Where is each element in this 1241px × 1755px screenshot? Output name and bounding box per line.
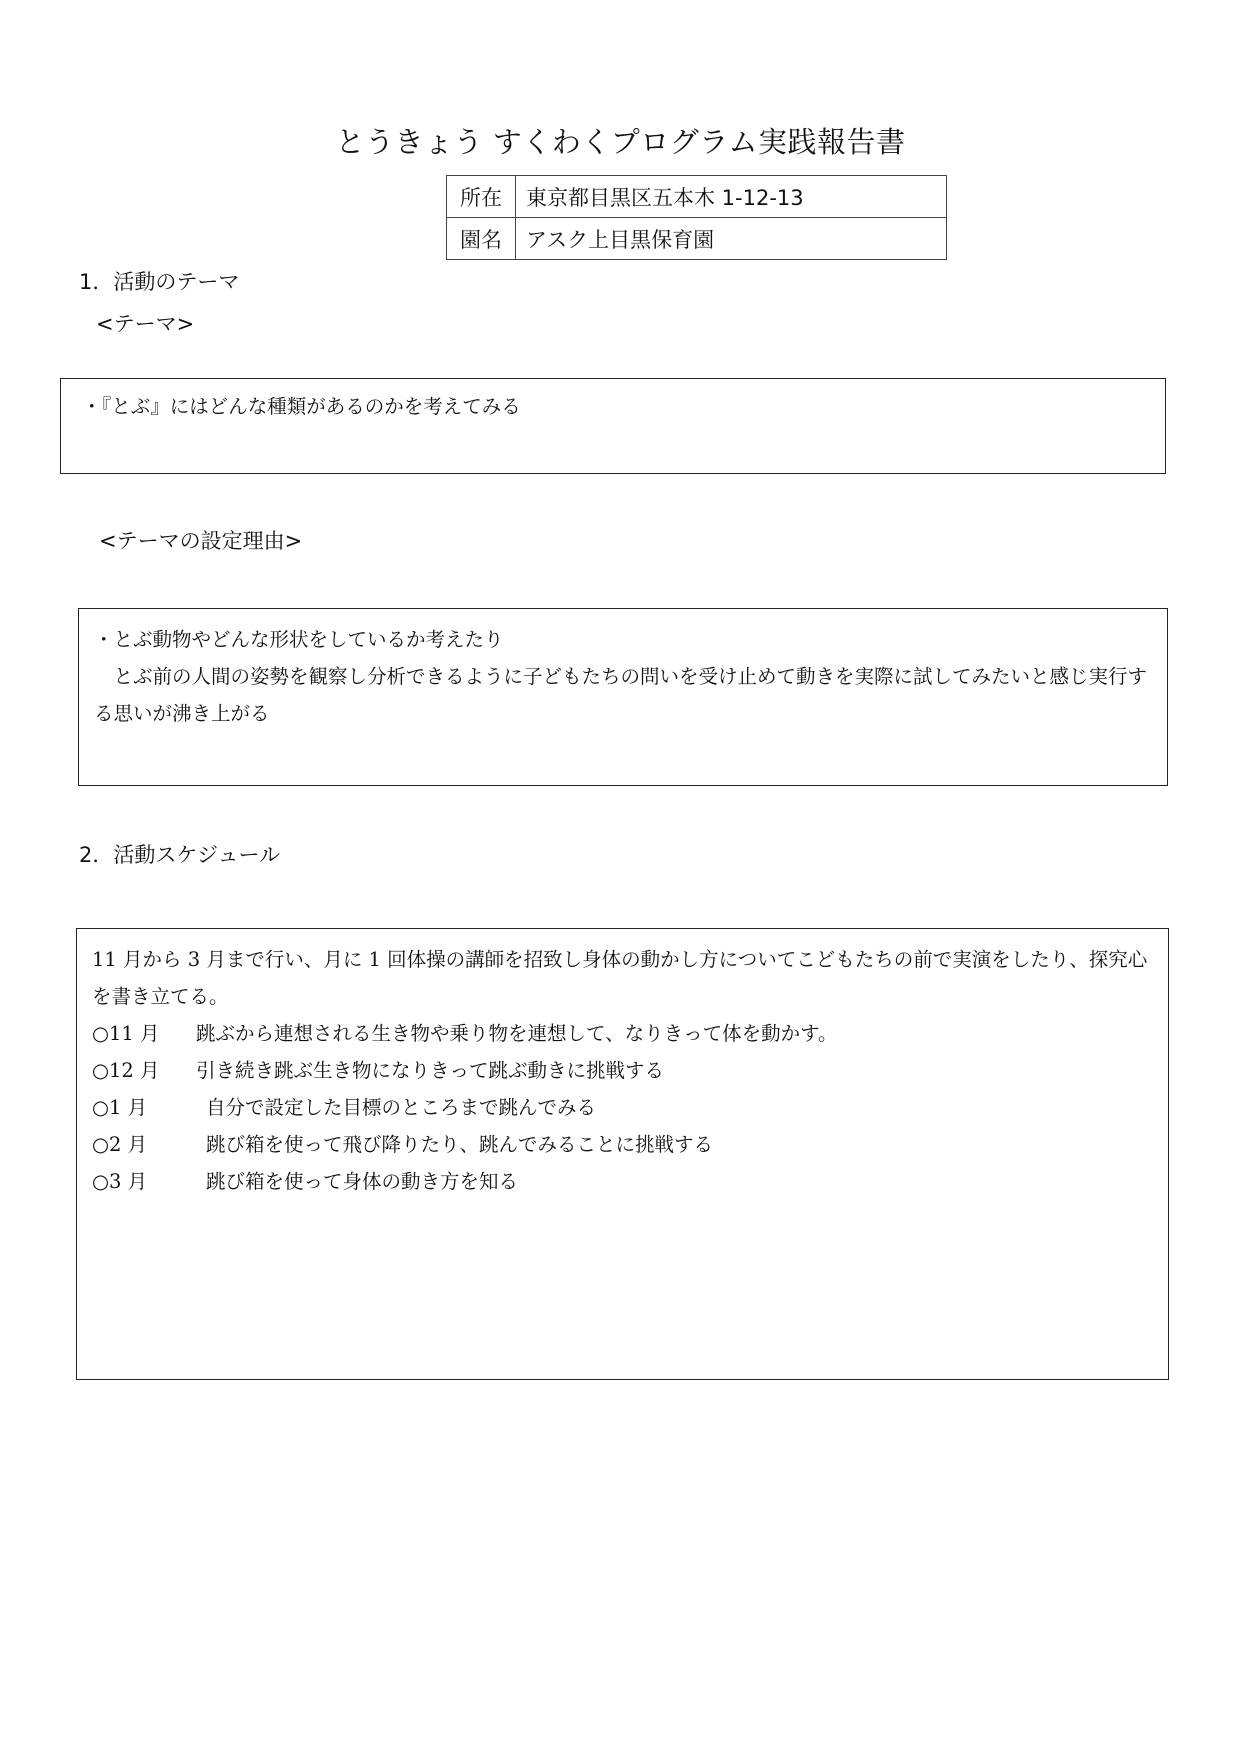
location-row (447, 176, 947, 218)
schedule-text: 跳び箱を使って身体の動き方を知る (206, 1170, 519, 1193)
location-value: 東京都目黒区五本木 1-12-13 (516, 176, 947, 218)
schedule-month: ○3 月 (92, 1170, 148, 1193)
schedule-month: ○2 月 (92, 1133, 148, 1156)
facility-name-value: アスク上目黒保育園 (516, 218, 947, 260)
document-title: とうきょう すくわくプログラム実践報告書 (335, 125, 906, 159)
location-label: 所在 (447, 176, 516, 218)
facility-name-label: 園名 (447, 218, 516, 260)
facility-name-row (447, 218, 947, 260)
theme-text: ・『とぶ』にはどんな種類があるのかを考えてみる (82, 395, 521, 418)
section2-heading: 2．活動スケジュール (79, 843, 281, 867)
reason-paragraph: とぶ前の人間の姿勢を観察し分析できるように子どもたちの問いを受け止めて動きを実際に試してみたいと感じ実行する思いが沸き上がる (94, 665, 1148, 725)
schedule-month: ○12 月 (92, 1059, 160, 1082)
schedule-item (92, 1052, 1156, 1089)
schedule-text: 跳び箱を使って飛び降りたり、跳んでみることに挑戦する (206, 1133, 714, 1156)
schedule-text: 引き続き跳ぶ生き物になりきって跳ぶ動きに挑戦する (196, 1059, 665, 1082)
schedule-text: 跳ぶから連想される生き物や乗り物を連想して、なりきって体を動かす。 (196, 1022, 838, 1045)
schedule-month: ○11 月 (92, 1022, 160, 1045)
schedule-intro: 11 月から 3 月まで行い、月に 1 回体操の講師を招致し身体の動かし方についてこどもたちの前で実演をしたり、探究心を書き立てる。 (92, 948, 1148, 1008)
theme-box (60, 378, 1166, 474)
schedule-item (92, 1015, 1156, 1052)
reason-subheading: <テーマの設定理由> (99, 529, 303, 553)
theme-subheading: <テーマ> (96, 312, 195, 336)
schedule-item (92, 1126, 1156, 1163)
schedule-month: ○1 月 (92, 1096, 148, 1119)
section1-heading: 1．活動のテーマ (79, 270, 240, 294)
schedule-text: 自分で設定した目標のところまで跳んでみる (206, 1096, 597, 1119)
reason-box (78, 608, 1168, 786)
facility-info-table (446, 175, 947, 260)
schedule-item (92, 1089, 1156, 1126)
schedule-box (76, 928, 1169, 1380)
reason-line: ・とぶ動物やどんな形状をしているか考えたり (94, 628, 504, 651)
schedule-item (92, 1163, 1156, 1200)
